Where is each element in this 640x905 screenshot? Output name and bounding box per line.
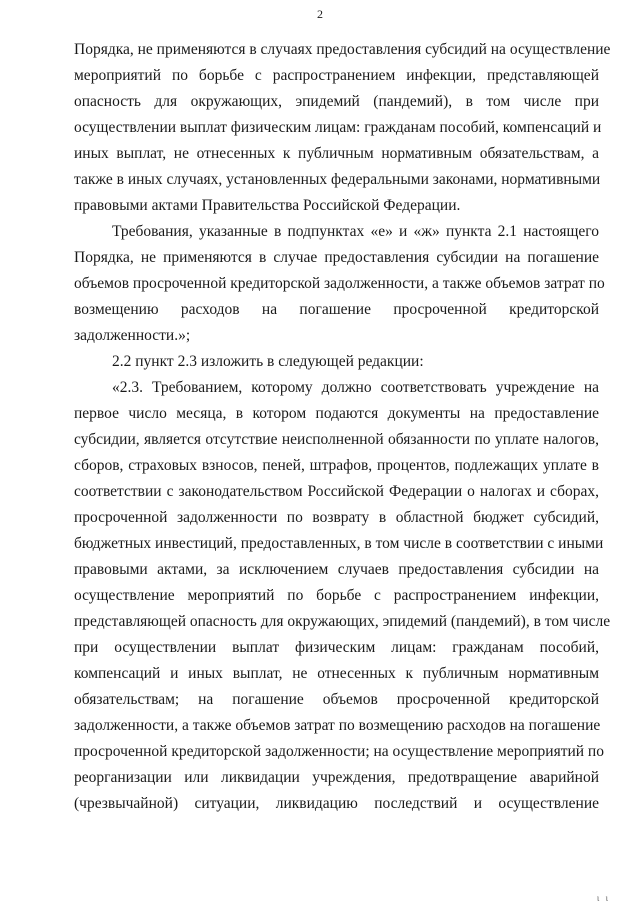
text-line: опасность для окружающих, эпидемий (пандемий), в том числе при: [74, 93, 599, 110]
text-line: задолженности, а также объемов затрат по возмещению расходов на погашение: [74, 717, 601, 734]
text-line: правовыми актами Правительства Российской Федерации.: [74, 197, 461, 214]
text-line: первое число месяца, в котором подаются документы на предоставление: [74, 405, 599, 422]
text-line: также в иных случаях, установленных федеральными законами, нормативными: [74, 171, 601, 188]
page-number: 2: [317, 7, 323, 21]
text-line: просроченной кредиторской задолженности; на осуществление мероприятий по: [74, 743, 604, 760]
text-line: «2.3. Требованием, которому должно соответствовать учреждение на: [112, 379, 599, 396]
text-line: мероприятий по борьбе с распространением инфекции, представляющей: [74, 67, 599, 84]
text-line: Порядка, не применяются в случае предоставления субсидии на погашение: [74, 249, 599, 266]
text-line: при осуществлении выплат физическим лицам: гражданам пособий,: [74, 639, 599, 656]
text-line: обязательствам; на погашение объемов просроченной кредиторской: [74, 691, 599, 708]
text-line: соответствии с законодательством Российской Федерации о налогах и сборах,: [74, 483, 599, 500]
text-line: 2.2 пункт 2.3 изложить в следующей редакции:: [112, 353, 424, 370]
text-line: задолженности.»;: [74, 327, 191, 344]
text-line: Требования, указанные в подпунктах «е» и «ж» пункта 2.1 настоящего: [112, 223, 599, 240]
text-line: реорганизации или ликвидации учреждения, предотвращение аварийной: [74, 769, 599, 786]
text-line: субсидии, является отсутствие неисполненной обязанности по уплате налогов,: [74, 431, 599, 448]
text-line: (чрезвычайной) ситуации, ликвидацию последствий и осуществление: [74, 795, 599, 812]
text-line: сборов, страховых взносов, пеней, штрафов, процентов, подлежащих уплате в: [74, 457, 599, 474]
text-line: представляющей опасность для окружающих, эпидемий (пандемий), в том числе: [74, 613, 611, 630]
text-line: осуществлении выплат физическим лицам: гражданам пособий, компенсаций и: [74, 119, 602, 136]
text-line: осуществление мероприятий по борьбе с распространением инфекции,: [74, 587, 599, 604]
text-line: Порядка, не применяются в случаях предоставления субсидий на осуществление: [74, 41, 611, 58]
text-line: объемов просроченной кредиторской задолженности, а также объемов затрат по: [74, 275, 605, 292]
text-line: бюджетных инвестиций, предоставленных, в том числе в соответствии с иными: [74, 535, 604, 552]
text-line: правовыми актами, за исключением случаев предоставления субсидии на: [74, 561, 599, 578]
corner-mark: ι ι: [596, 893, 610, 903]
text-line: компенсаций и иных выплат, не отнесенных к публичным нормативным: [74, 665, 599, 682]
text-line: возмещению расходов на погашение просроченной кредиторской: [74, 301, 599, 318]
text-line: иных выплат, не отнесенных к публичным нормативным обязательствам, а: [74, 145, 599, 162]
text-line: просроченной задолженности по возврату в областной бюджет субсидий,: [74, 509, 599, 526]
